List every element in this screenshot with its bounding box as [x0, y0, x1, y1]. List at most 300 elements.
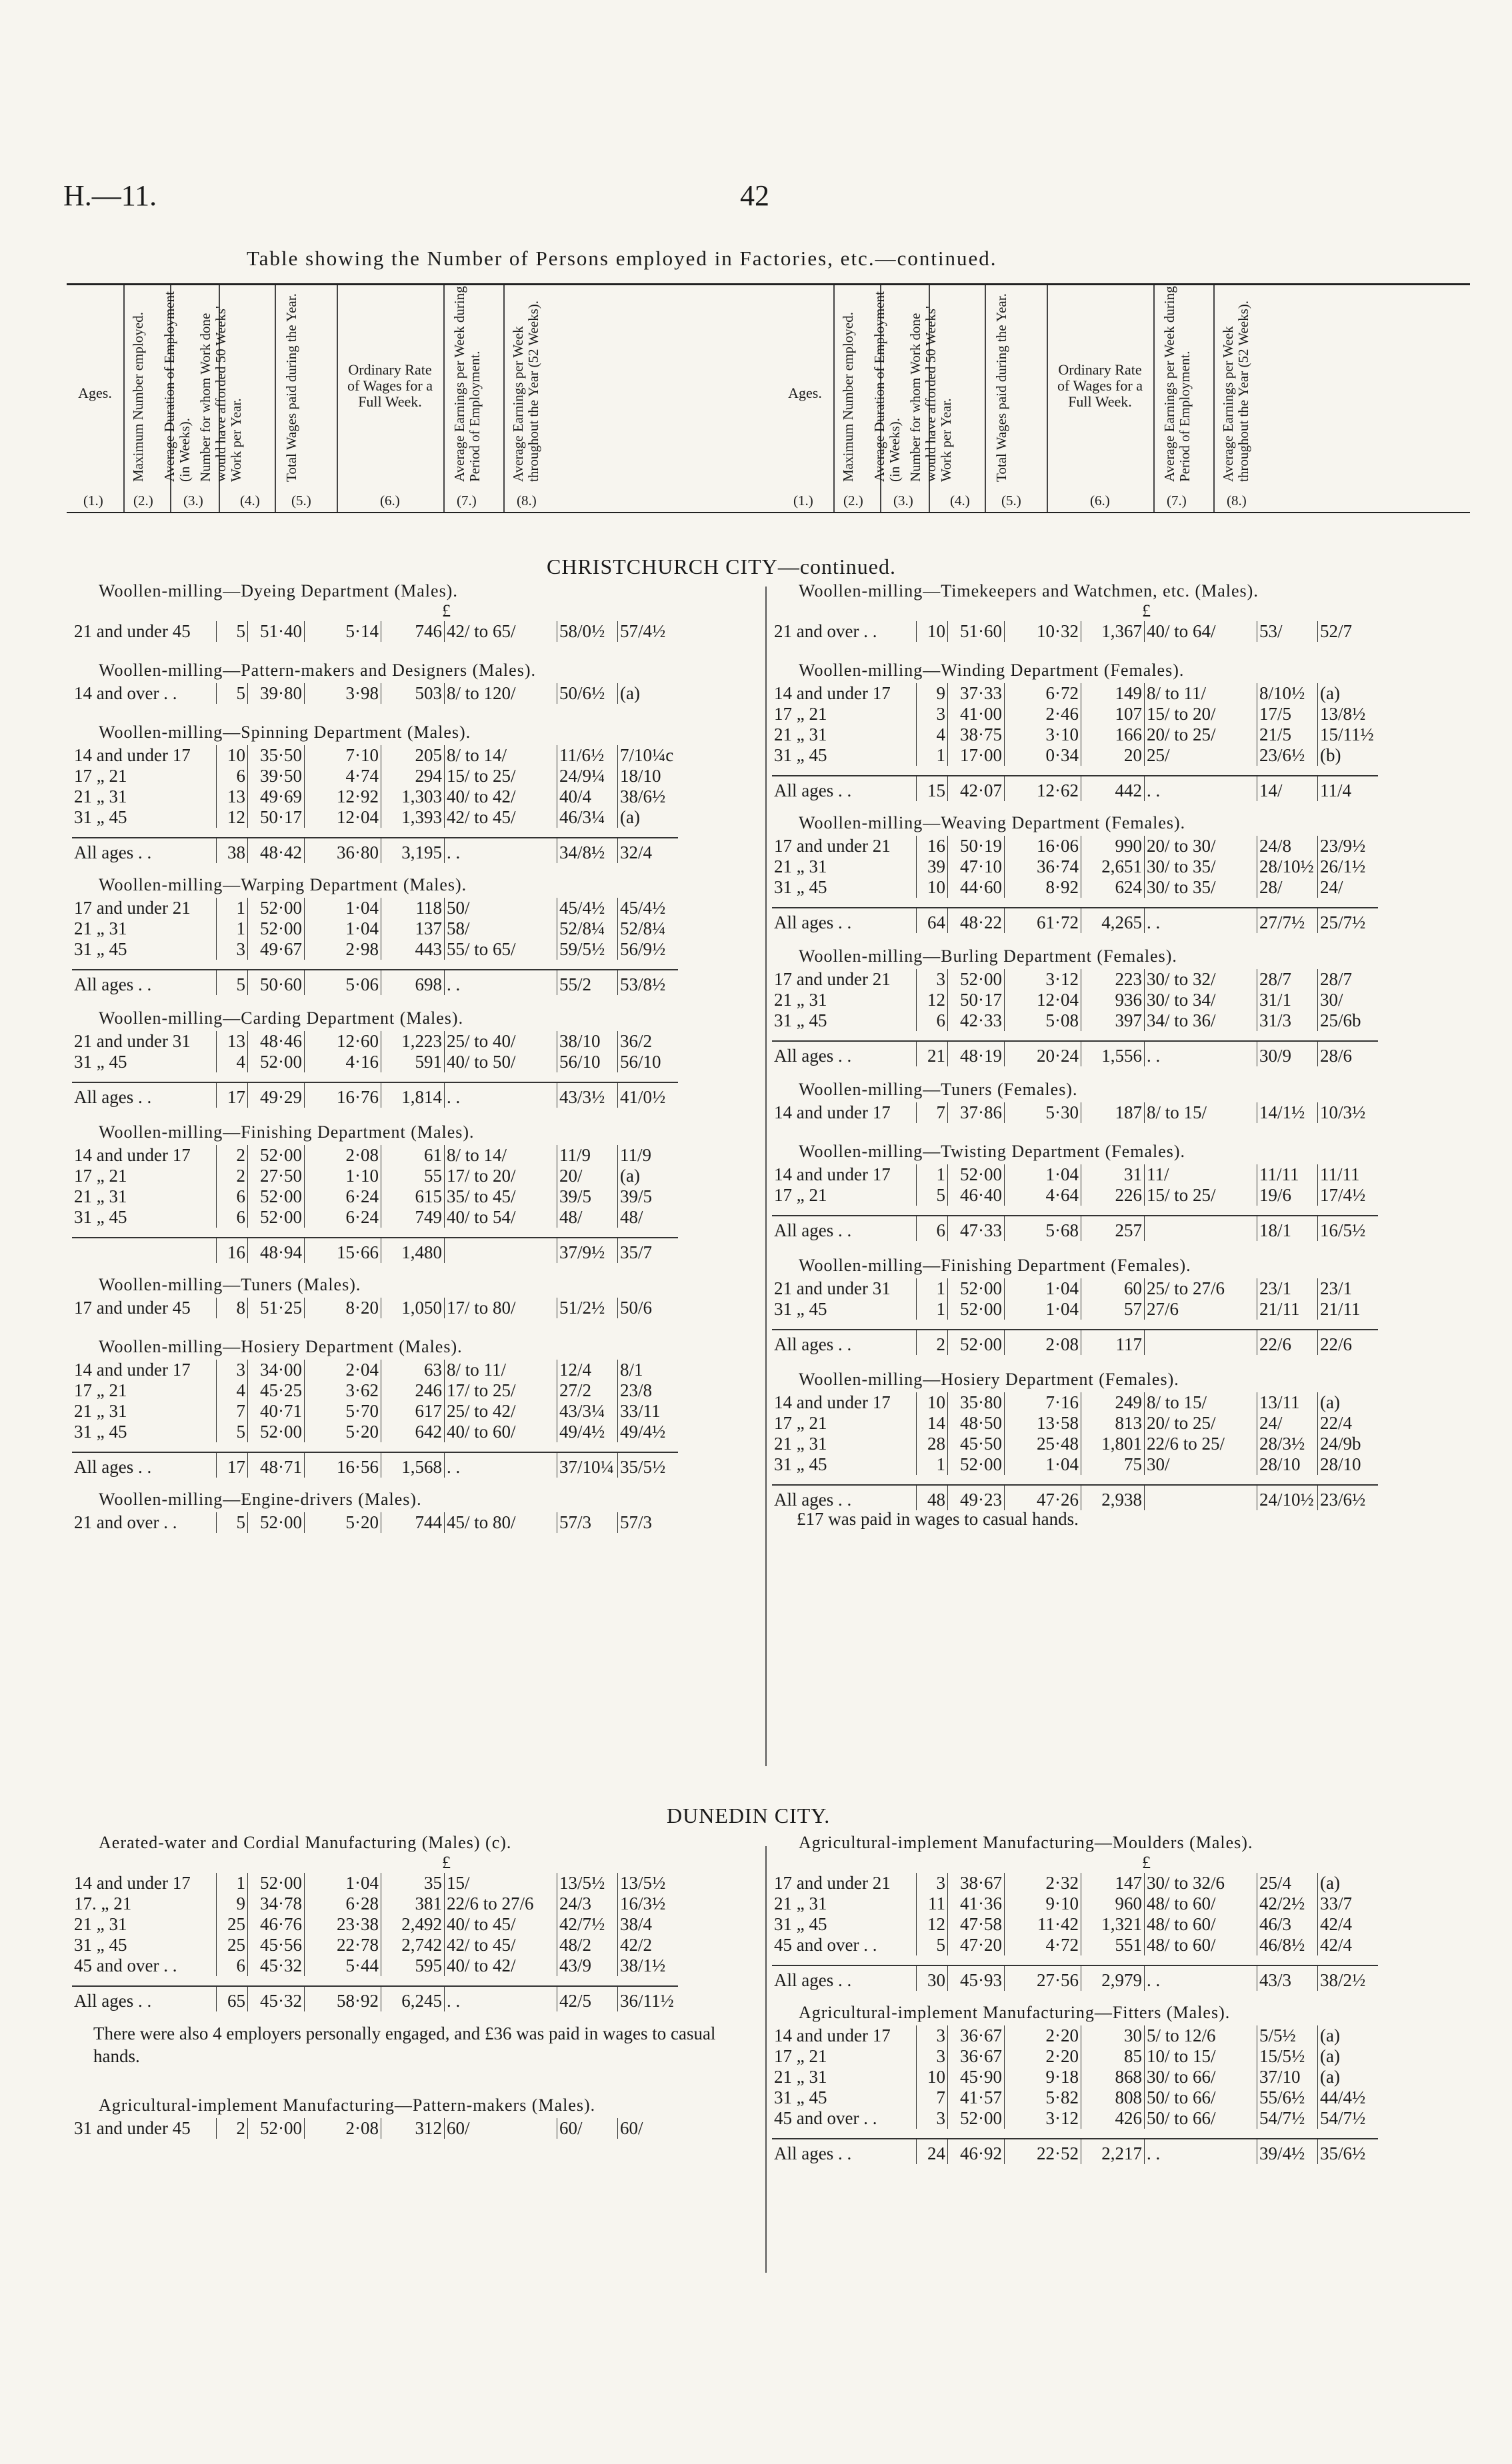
- table-row: [772, 836, 1378, 856]
- total-row: [72, 1986, 678, 2011]
- cell: 21 „ 31: [774, 1434, 827, 1454]
- cell: 14 and under 17: [774, 2025, 891, 2045]
- cell: 25/7½: [1318, 908, 1379, 933]
- column-rule: [1213, 285, 1215, 512]
- data-table: [772, 969, 1378, 1066]
- cell: 48·19: [948, 1041, 1005, 1066]
- cell: 55/6½: [1257, 2087, 1318, 2108]
- section-title: Aerated-water and Cordial Manufacturing (Males) (c).: [99, 1833, 512, 1852]
- cell: 15/5½: [1257, 2046, 1318, 2067]
- cell: 46/8½: [1257, 1935, 1318, 1955]
- page-ref: H.—11.: [63, 179, 157, 212]
- cell: 13/5½: [618, 1873, 679, 1893]
- cell: 31 „ 45: [74, 1935, 127, 1955]
- cell: 1: [217, 918, 248, 939]
- cell: 20/ to 25/: [1145, 1413, 1257, 1434]
- cell: . .: [1145, 2139, 1257, 2164]
- cell: 8: [217, 1298, 248, 1318]
- cell: 749: [381, 1207, 445, 1228]
- cell: 45·90: [948, 2067, 1005, 2087]
- cell: All ages . .: [772, 908, 917, 933]
- total_wages-heading: Total Wages paid during the Year.: [283, 293, 299, 482]
- spacer-cell: [772, 898, 1378, 908]
- cell: All ages . .: [72, 970, 217, 995]
- data-table: [72, 898, 678, 995]
- cell: 20: [1081, 745, 1145, 766]
- cell: All ages . .: [772, 1041, 917, 1066]
- cell: 4·64: [1005, 1185, 1081, 1206]
- column-rule: [275, 285, 276, 512]
- cell: 11/6½: [557, 745, 618, 766]
- cell: 2: [217, 2118, 248, 2139]
- column-number: (6.): [1090, 493, 1110, 509]
- cell: 397: [1081, 1010, 1145, 1031]
- cell: 813: [1081, 1413, 1145, 1434]
- cell: 226: [1081, 1185, 1145, 1206]
- cell: . .: [1145, 1965, 1257, 1991]
- cell: 57/3: [557, 1512, 618, 1533]
- cell: 46·76: [248, 1914, 305, 1935]
- cell: 30: [1081, 2025, 1145, 2046]
- cell: 47·58: [948, 1914, 1005, 1935]
- cell: 34·78: [248, 1893, 305, 1914]
- cell: 12·92: [305, 786, 381, 807]
- cell: 46·40: [948, 1185, 1005, 1206]
- cell: All ages . .: [772, 1965, 917, 1991]
- cell: 30/ to 35/: [1145, 856, 1257, 877]
- cell: 23/1: [1318, 1278, 1379, 1299]
- cell: 75: [1081, 1454, 1145, 1475]
- cell: 50/ to 66/: [1145, 2087, 1257, 2108]
- cell: . .: [445, 1082, 557, 1108]
- spacer-cell: [72, 1976, 678, 1986]
- data-table: [772, 683, 1378, 801]
- cell: 41·00: [948, 704, 1005, 724]
- cell: 60/: [445, 2118, 557, 2139]
- cell: 4: [217, 1052, 248, 1072]
- cell: [1145, 1330, 1257, 1355]
- max_employed-heading: Maximum Number employed.: [130, 312, 146, 482]
- cell: 21/5: [1257, 724, 1318, 745]
- cell: 381: [381, 1893, 445, 1914]
- table-row: [772, 1454, 1378, 1475]
- cell: 17 „ 21: [74, 766, 127, 786]
- cell: 48/: [618, 1207, 679, 1228]
- cell: 2·20: [1005, 2025, 1081, 2046]
- cell: 1,568: [381, 1452, 445, 1478]
- section-title: Woollen-milling—Tuners (Females).: [799, 1080, 1078, 1099]
- cell: [72, 1238, 217, 1263]
- cell: 21 „ 31: [774, 990, 827, 1010]
- table-row: [772, 1102, 1378, 1123]
- cell: 31 „ 45: [74, 807, 127, 827]
- table-row: [772, 877, 1378, 898]
- cell: 65: [217, 1986, 248, 2011]
- cell: 45·25: [248, 1380, 305, 1401]
- cell: 16·76: [305, 1082, 381, 1108]
- cell: 1,801: [1081, 1434, 1145, 1454]
- cell: 17: [217, 1082, 248, 1108]
- table-row: [772, 1914, 1378, 1935]
- cell: 41·57: [948, 2087, 1005, 2108]
- cell: 39: [917, 856, 948, 877]
- table-row: [72, 1360, 678, 1380]
- table-row: [72, 1512, 678, 1533]
- column-divider: [765, 587, 767, 1766]
- section-title: Agricultural-implement Manufacturing—Pattern-makers (Males).: [99, 2095, 596, 2115]
- ages-heading: Ages.: [788, 385, 822, 401]
- christchurch-title: CHRISTCHURCH CITY—continued.: [547, 555, 896, 579]
- cell: 1,303: [381, 786, 445, 807]
- cell: 4·72: [1005, 1935, 1081, 1955]
- cell: 42/5: [557, 1986, 618, 2011]
- cell: 31 „ 45: [774, 1454, 827, 1474]
- cell: 9·10: [1005, 1893, 1081, 1914]
- cell: 21 „ 31: [74, 1914, 127, 1934]
- spacer-row: [772, 1031, 1378, 1041]
- cell: 990: [1081, 836, 1145, 856]
- spacer-row: [772, 1955, 1378, 1965]
- cell: 20·24: [1005, 1041, 1081, 1066]
- table-row: [72, 1955, 678, 1976]
- cell: 42/ to 65/: [445, 621, 557, 642]
- cell: 22/4: [1318, 1413, 1379, 1434]
- cell: 61·72: [1005, 908, 1081, 933]
- cell: All ages . .: [772, 1330, 917, 1355]
- data-table: [772, 836, 1378, 933]
- total-row: [72, 1452, 678, 1478]
- cell: 35: [381, 1873, 445, 1893]
- cell: 595: [381, 1955, 445, 1976]
- cell: 9: [917, 683, 948, 704]
- cell: 14: [917, 1413, 948, 1434]
- cell: 187: [1081, 1102, 1145, 1123]
- cell: 52·00: [948, 1454, 1005, 1475]
- table-row: [72, 918, 678, 939]
- cell: 16·06: [1005, 836, 1081, 856]
- data-table: [72, 745, 678, 863]
- table-row: [772, 1010, 1378, 1031]
- data-table: [772, 1278, 1378, 1355]
- cell: 14 and under 17: [74, 745, 191, 765]
- data-table: [772, 1164, 1378, 1241]
- cell: 24/9b: [1318, 1434, 1379, 1454]
- cell: 42/ to 45/: [445, 807, 557, 828]
- cell: 16·56: [305, 1452, 381, 1478]
- cell: 50·17: [248, 807, 305, 828]
- cell: 107: [1081, 704, 1145, 724]
- cell: 12: [217, 807, 248, 828]
- cell: 8/1: [618, 1360, 679, 1380]
- cell: 53/: [1257, 621, 1318, 642]
- cell: 21 and under 31: [774, 1278, 891, 1298]
- cell: 38·75: [948, 724, 1005, 745]
- table-row: [772, 2067, 1378, 2087]
- cell: 31 „ 45: [774, 1914, 827, 1934]
- cell: 38/4: [618, 1914, 679, 1935]
- cell: 45/4½: [557, 898, 618, 918]
- cell: 52·00: [248, 1873, 305, 1893]
- cell: 21 „ 31: [774, 2067, 827, 2087]
- section-title: Woollen-milling—Weaving Department (Females).: [799, 813, 1186, 832]
- column-number: (7.): [457, 493, 477, 509]
- cell: 52·00: [248, 918, 305, 939]
- cell: 52·00: [248, 1512, 305, 1533]
- cell: 3: [217, 939, 248, 960]
- cell: 4: [917, 724, 948, 745]
- cell: 48·50: [948, 1413, 1005, 1434]
- cell: 3: [917, 2108, 948, 2129]
- column-rule: [337, 285, 338, 512]
- cell: 10: [917, 1392, 948, 1413]
- cell: 5·06: [305, 970, 381, 995]
- cell: 7: [217, 1401, 248, 1422]
- spacer-cell: [772, 1320, 1378, 1330]
- cell: 21 and under 31: [74, 1031, 191, 1051]
- cell: 25/ to 27/6: [1145, 1278, 1257, 1299]
- cell: 936: [1081, 990, 1145, 1010]
- cell: 1: [217, 898, 248, 918]
- table-row: [772, 1164, 1378, 1185]
- cell: 13: [217, 786, 248, 807]
- total-row: [772, 1041, 1378, 1066]
- cell: 8·92: [1005, 877, 1081, 898]
- cell: 45·93: [948, 1965, 1005, 1991]
- cell: 14 and over . .: [74, 683, 177, 703]
- cell: 42/ to 45/: [445, 1935, 557, 1955]
- cell: 1·04: [1005, 1164, 1081, 1185]
- cell: 38/2½: [1318, 1965, 1379, 1991]
- cell: 40/ to 64/: [1145, 621, 1257, 642]
- column-number: (2.): [133, 493, 153, 509]
- cell: 17·00: [948, 745, 1005, 766]
- cell: 37/10¼: [557, 1452, 618, 1478]
- cell: 37·33: [948, 683, 1005, 704]
- cell: 5: [217, 621, 248, 642]
- cell: 21/11: [1257, 1299, 1318, 1320]
- cell: 52·00: [948, 1164, 1005, 1185]
- cell: 12·04: [1005, 990, 1081, 1010]
- table-row: [72, 683, 678, 704]
- cell: 23/1: [1257, 1278, 1318, 1299]
- cell: 42/2: [618, 1935, 679, 1955]
- data-table: [72, 1145, 678, 1263]
- cell: 38: [217, 838, 248, 863]
- cell: 42/4: [1318, 1914, 1379, 1935]
- table-row: [772, 2025, 1378, 2046]
- cell: 46·92: [948, 2139, 1005, 2164]
- cell: 11/4: [1318, 776, 1379, 801]
- cell: 13/8½: [1318, 704, 1379, 724]
- cell: 61: [381, 1145, 445, 1166]
- cell: All ages . .: [72, 1986, 217, 2011]
- cell: 52·00: [248, 1186, 305, 1207]
- cell: 40/ to 42/: [445, 1955, 557, 1976]
- cell: 7: [917, 2087, 948, 2108]
- ordinary-rate-heading: Ordinary Rate of Wages for a Full Week.: [1057, 361, 1143, 410]
- table-row: [772, 2108, 1378, 2129]
- cell: 1,393: [381, 807, 445, 828]
- cell: 40/4: [557, 786, 618, 807]
- column-number: (5.): [1001, 493, 1021, 509]
- cell: 808: [1081, 2087, 1145, 2108]
- cell: 149: [1081, 683, 1145, 704]
- spacer-row: [72, 828, 678, 838]
- total_wages-heading: Total Wages paid during the Year.: [993, 293, 1009, 482]
- section-title: Agricultural-implement Manufacturing—Moulders (Males).: [799, 1833, 1253, 1852]
- spacer-row: [72, 1228, 678, 1238]
- cell: 32/4: [618, 838, 679, 863]
- cell: 442: [1081, 776, 1145, 801]
- cell: 45·56: [248, 1935, 305, 1955]
- column-number: (5.): [291, 493, 311, 509]
- cell: 31 „ 45: [774, 877, 827, 897]
- data-table: [772, 1102, 1378, 1123]
- cell: 3·62: [305, 1380, 381, 1401]
- cell: 38/1½: [618, 1955, 679, 1976]
- cell: 48/ to 60/: [1145, 1914, 1257, 1935]
- cell: 49·69: [248, 786, 305, 807]
- table-row: [772, 621, 1378, 642]
- cell: 12·60: [305, 1031, 381, 1052]
- cell: 52/8¼: [557, 918, 618, 939]
- cell: 1·04: [305, 1873, 381, 1893]
- cell: 49·23: [948, 1485, 1005, 1510]
- cell: 35·80: [948, 1392, 1005, 1413]
- cell: 246: [381, 1380, 445, 1401]
- cell: 36/11½: [618, 1986, 679, 2011]
- cell: 40/ to 50/: [445, 1052, 557, 1072]
- cell: 31/3: [1257, 1010, 1318, 1031]
- column-number: (6.): [380, 493, 400, 509]
- cell: 30/ to 66/: [1145, 2067, 1257, 2087]
- spacer-row: [72, 1976, 678, 1986]
- cell: 52·00: [248, 898, 305, 918]
- cell: 49/4½: [618, 1422, 679, 1442]
- cell: 8/ to 14/: [445, 1145, 557, 1166]
- cell: 16/3½: [618, 1893, 679, 1914]
- cell: 24/: [1257, 1413, 1318, 1434]
- cell: 51·40: [248, 621, 305, 642]
- cell: 11/9: [618, 1145, 679, 1166]
- cell: 1,556: [1081, 1041, 1145, 1066]
- cell: 5·44: [305, 1955, 381, 1976]
- cell: 48: [917, 1485, 948, 1510]
- cell: 6: [217, 1186, 248, 1207]
- cell: 47·20: [948, 1935, 1005, 1955]
- cell: [1145, 1485, 1257, 1510]
- pound-sign: £: [442, 1853, 451, 1872]
- cell: 37/10: [1257, 2067, 1318, 2087]
- cell: 3,195: [381, 838, 445, 863]
- table-row: [772, 1893, 1378, 1914]
- cell: 3: [917, 1873, 948, 1893]
- cell: 57/3: [618, 1512, 679, 1533]
- cell: 45·50: [948, 1434, 1005, 1454]
- data-table: [772, 1873, 1378, 1991]
- cell: 3·12: [1005, 969, 1081, 990]
- cell: 28/6: [1318, 1041, 1379, 1066]
- section-title: Woollen-milling—Twisting Department (Females).: [799, 1142, 1186, 1161]
- cell: (a): [618, 807, 679, 828]
- cell: (a): [1318, 1392, 1379, 1413]
- total-row: [72, 1238, 678, 1263]
- cell: 39/5: [618, 1186, 679, 1207]
- total-row: [772, 1965, 1378, 1991]
- cell: 21 „ 31: [774, 856, 827, 876]
- cell: (b): [1318, 745, 1379, 766]
- cell: 0·34: [1005, 745, 1081, 766]
- cell: 22/6 to 27/6: [445, 1893, 557, 1914]
- cell: 26/1½: [1318, 856, 1379, 877]
- cell: 17/ to 25/: [445, 1380, 557, 1401]
- cell: 21/11: [1318, 1299, 1379, 1320]
- cell: 40/ to 45/: [445, 1914, 557, 1935]
- cell: . .: [445, 1986, 557, 2011]
- cell: 52·00: [948, 1330, 1005, 1355]
- cell: 257: [1081, 1216, 1145, 1241]
- table-row: [772, 1413, 1378, 1434]
- cell: 22/6 to 25/: [1145, 1434, 1257, 1454]
- table-row: [72, 1914, 678, 1935]
- cell: 6,245: [381, 1986, 445, 2011]
- max_employed-heading: Maximum Number employed.: [840, 312, 856, 482]
- cell: 5: [217, 970, 248, 995]
- cell: 31/1: [1257, 990, 1318, 1010]
- total-row: [72, 1082, 678, 1108]
- cell: 48/2: [557, 1935, 618, 1955]
- cell: 31 „ 45: [74, 1052, 127, 1072]
- cell: 21 „ 31: [74, 1186, 127, 1206]
- cell: 2·98: [305, 939, 381, 960]
- cell: 56/10: [557, 1052, 618, 1072]
- employers-note: There were also 4 employers personally engaged, and £36 was paid in wages to casual hands.: [93, 2023, 716, 2066]
- table-row: [72, 1052, 678, 1072]
- table-row: [72, 621, 678, 642]
- section-title: Woollen-milling—Burling Department (Females).: [799, 946, 1177, 966]
- cell: 1·04: [1005, 1299, 1081, 1320]
- page-number: 42: [740, 179, 769, 212]
- cell: 5·14: [305, 621, 381, 642]
- cell: 27/7½: [1257, 908, 1318, 933]
- cell: 17 „ 21: [774, 1185, 827, 1205]
- table-row: [72, 1166, 678, 1186]
- cell: 52·00: [948, 2108, 1005, 2129]
- cell: 1: [917, 1164, 948, 1185]
- section-title: Woollen-milling—Hosiery Department (Males).: [99, 1337, 463, 1356]
- cell: 21 „ 31: [74, 918, 127, 938]
- cell: 54/7½: [1257, 2108, 1318, 2129]
- cell: 8/ to 14/: [445, 745, 557, 766]
- total-row: [72, 970, 678, 995]
- data-table: [772, 2025, 1378, 2164]
- spacer-row: [772, 1320, 1378, 1330]
- avg_earnings_year-heading: Average Earnings per Week throughout the Year (52 Weeks).: [510, 300, 541, 482]
- cell: 48·94: [248, 1238, 305, 1263]
- cell: 37·86: [948, 1102, 1005, 1123]
- cell: 624: [1081, 877, 1145, 898]
- cell: 591: [381, 1052, 445, 1072]
- column-number: (2.): [843, 493, 863, 509]
- cell: 33/7: [1318, 1893, 1379, 1914]
- cell: 312: [381, 2118, 445, 2139]
- ordinary-rate-heading: Ordinary Rate of Wages for a Full Week.: [347, 361, 433, 410]
- spacer-cell: [772, 1206, 1378, 1216]
- dunedin-title: DUNEDIN CITY.: [667, 1804, 831, 1828]
- cell: 58·92: [305, 1986, 381, 2011]
- cell: 17 „ 21: [74, 1380, 127, 1400]
- cell: 2,651: [1081, 856, 1145, 877]
